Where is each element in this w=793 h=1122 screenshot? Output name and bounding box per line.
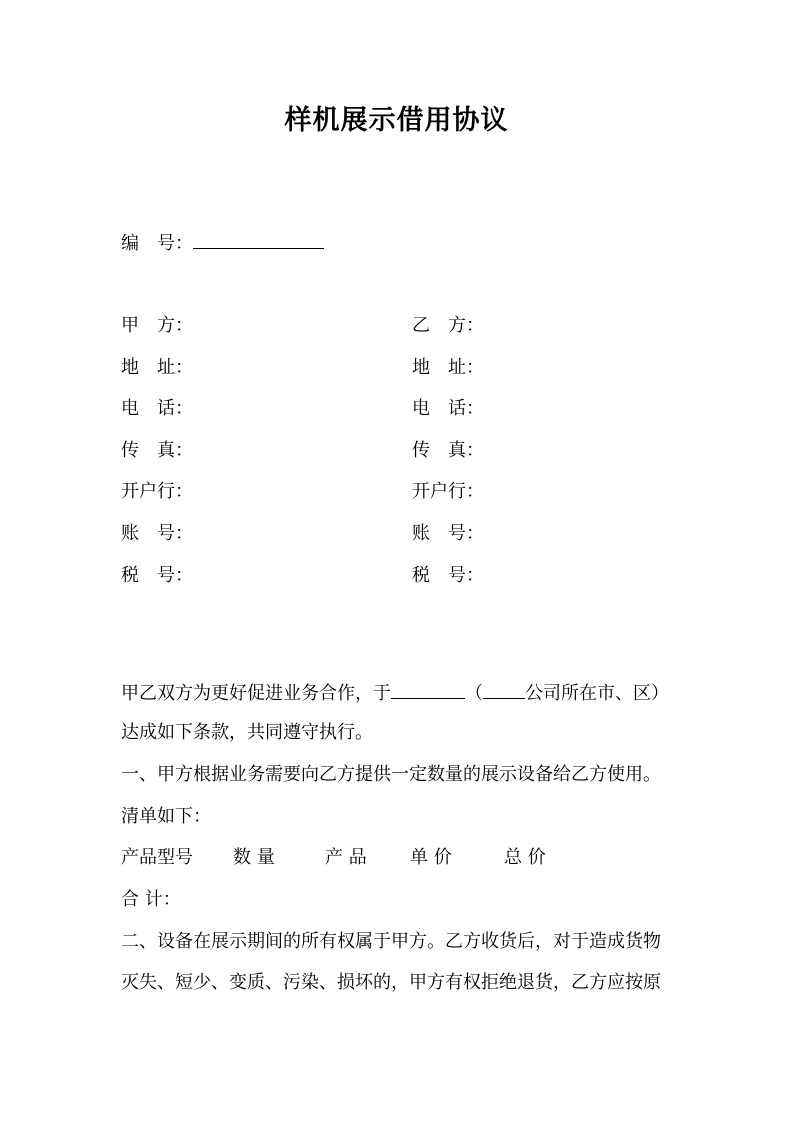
contract-number-blank[interactable]	[193, 230, 324, 249]
party-a-phone-label: 电 话：	[121, 398, 193, 419]
clause-2-line2: 灭失、短少、变质、污染、损坏的，甲方有权拒绝退货，乙方应按原	[121, 972, 661, 993]
contract-number-label: 编 号：	[121, 233, 193, 254]
party-a-address-label: 地 址：	[121, 357, 193, 378]
party-b-fax-label: 传 真：	[412, 440, 484, 461]
intro-text-end: 公司所在市、区）	[525, 683, 669, 704]
party-b-tax-label: 税 号：	[412, 565, 484, 586]
header-quantity: 数 量	[233, 847, 275, 868]
header-product: 产 品	[325, 847, 367, 868]
agreement-intro-line1	[121, 680, 669, 706]
header-total-price: 总 价	[504, 847, 546, 868]
party-b-name-label: 乙 方：	[412, 315, 484, 336]
date-blank[interactable]	[391, 680, 465, 699]
party-a-bank-label: 开户行：	[121, 481, 193, 502]
contract-number-row	[121, 230, 324, 256]
clause-2-line1: 二、设备在展示期间的所有权属于甲方。乙方收货后，对于造成货物	[121, 931, 661, 952]
clause-1: 一、甲方根据业务需要向乙方提供一定数量的展示设备给乙方使用。	[121, 764, 661, 785]
party-a-tax-label: 税 号：	[121, 565, 193, 586]
party-b-account-label: 账 号：	[412, 523, 484, 544]
party-b-phone-label: 电 话：	[412, 398, 484, 419]
party-a-fax-label: 传 真：	[121, 440, 193, 461]
header-model: 产品型号	[121, 847, 193, 868]
document-title: 样机展示借用协议	[284, 105, 509, 136]
product-table-header	[121, 846, 546, 870]
header-unit-price: 单 价	[410, 847, 452, 868]
agreement-intro-line2: 达成如下条款，共同遵守执行。	[121, 722, 373, 743]
list-label: 清单如下：	[121, 806, 211, 827]
intro-text-start: 甲乙双方为更好促进业务合作，于	[121, 683, 391, 704]
total-label: 合 计：	[121, 889, 181, 910]
party-b-bank-label: 开户行：	[412, 481, 484, 502]
party-a-account-label: 账 号：	[121, 523, 193, 544]
party-b-address-label: 地 址：	[412, 357, 484, 378]
party-a-name-label: 甲 方：	[121, 315, 193, 336]
location-blank[interactable]	[483, 680, 525, 699]
intro-paren-open: （	[465, 683, 483, 704]
